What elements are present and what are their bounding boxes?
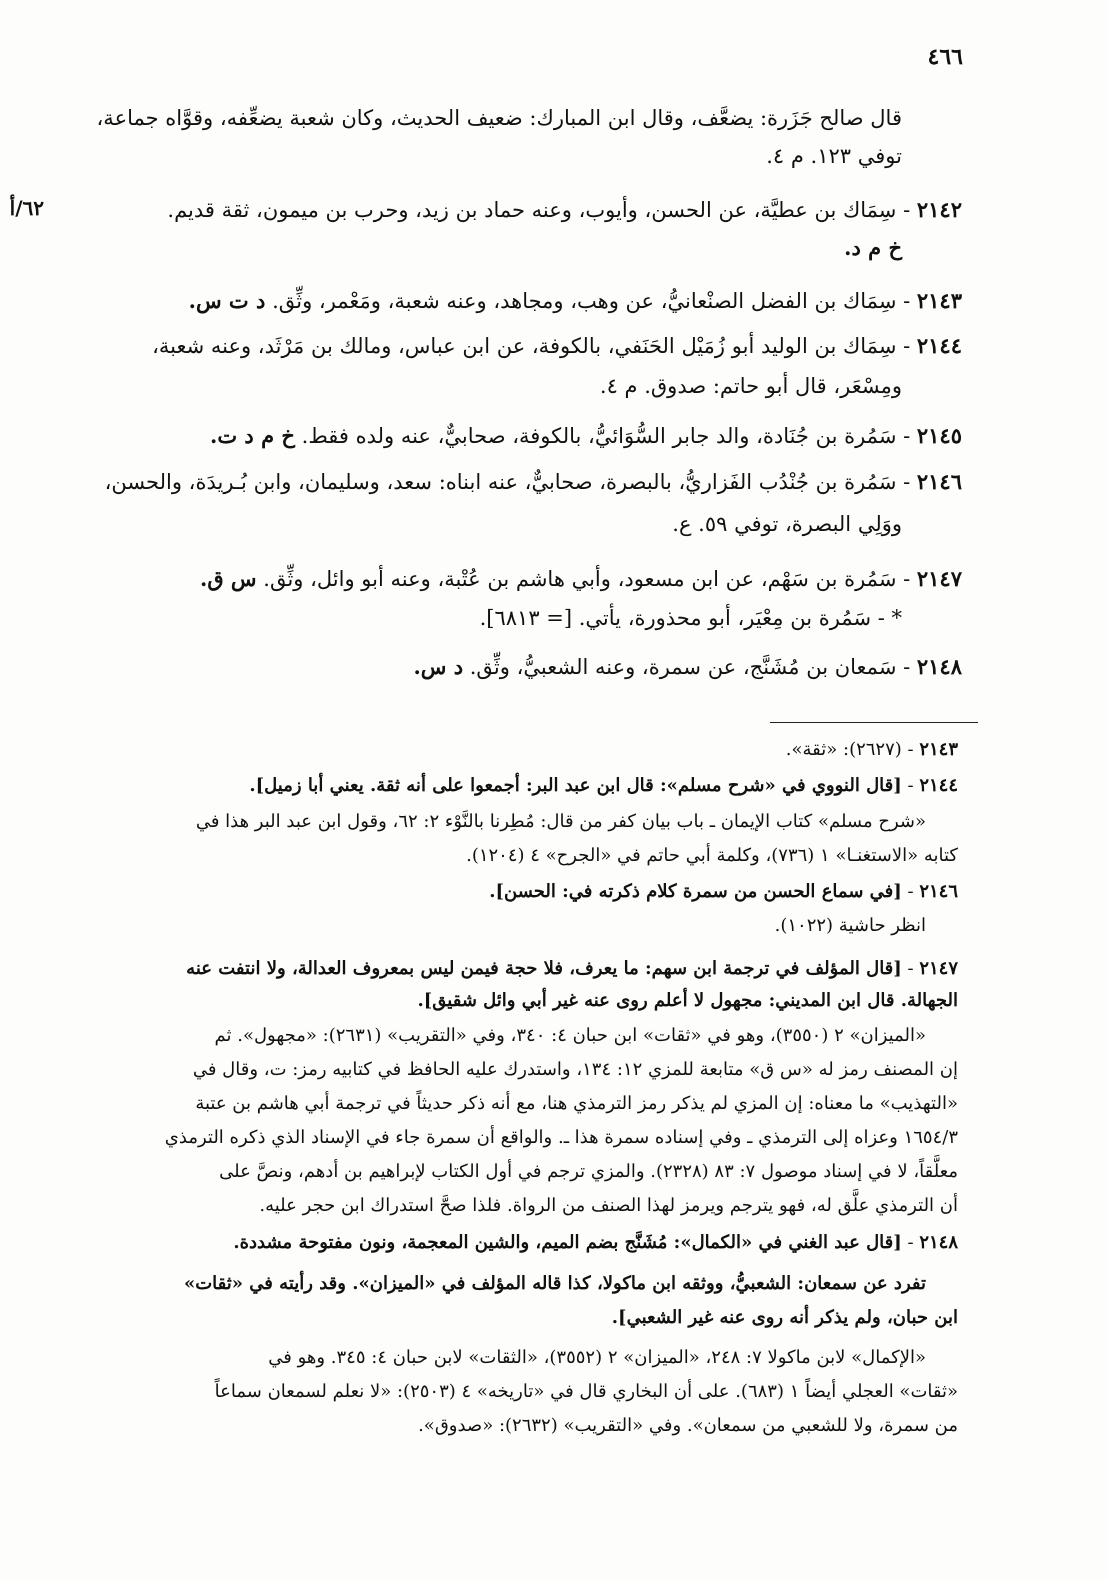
footnote-line: إن المصنف رمز له «س ق» متابعة للمزي ١٢: ١٣٤، واستدرك عليه الحافظ في كتابيه رمز: ت، وقال في [192, 1059, 958, 1080]
source-symbols: د ت س. [188, 288, 266, 313]
footnote-line: أن الترمذي علَّق له، فهو يترجم ويرمز لهذا الصنف من الرواة. فلذا صحَّ استدراك ابن حجر عليه. [259, 1195, 958, 1216]
source-symbols: خ م د ت. [210, 423, 295, 448]
footnote-line: ١٦٥٤/٣ وعزاه إلى الترمذي ـ وفي إسناده سمرة هذا ـ. والواقع أن سمرة جاء في الإسناد الذي ذكره الترمذي [164, 1127, 958, 1148]
footnote-line: كتابه «الاستغنـا» ١ (٧٣٦)، وكلمة أبي حاتم في «الجرح» ٤ (١٢٠٤). [466, 845, 958, 866]
entry-2148: ٢١٤٨ - سَمعان بن مُشَنَّج، عن سمرة، وعنه الشعبيُّ، وثِّق. د س. [413, 654, 962, 679]
footnote: ٢١٤٤ - [قال النووي في «شرح مسلم»: قال ابن عبد البر: أجمعوا على أنه ثقة. يعني أبا زميل]. [249, 775, 958, 796]
footnote-line: من سمرة، ولا للشعبي من سمعان». وفي «التقريب» (٢٦٣٢): «صدوق». [418, 1415, 958, 1436]
footnote-divider [770, 722, 978, 723]
footnote-line: ابن حبان، ولم يذكر أنه روى عنه غير الشعبي]. [611, 1307, 958, 1328]
entry-number: ٢١٤٦ [916, 469, 962, 494]
entry-2144: ٢١٤٤ - سِمَاك بن الوليد أبو زُمَيْل الحَنَفي، بالكوفة، عن ابن عباس، ومالك بن مَرْثَد، وعنه شعبة، [152, 333, 962, 358]
folio-marker: ٦٢/أ [9, 196, 44, 220]
entry-number: ٢١٤٣ [916, 288, 962, 313]
entry-2143: ٢١٤٣ - سِمَاك بن الفضل الصنْعانيُّ، عن وهب، ومجاهد، وعنه شعبة، ومَعْمر، وثِّق. د ت س. [188, 288, 962, 313]
entry-line: ومِسْعَر، قال أبو حاتم: صدوق. م ٤. [599, 374, 902, 398]
footnote-line: «الإكمال» لابن ماكولا ٧: ٢٤٨، «الميزان» ٢ (٣٥٥٢)، «الثقات» لابن حبان ٤: ٣٤٥. وهو في [268, 1347, 926, 1368]
entry-2142: ٢١٤٢ - سِمَاك بن عطيَّة، عن الحسن، وأيوب، وعنه حماد بن زيد، وحرب بن ميمون، ثقة قديم. [167, 197, 962, 222]
entry-number: ٢١٤٢ [916, 197, 962, 222]
footnote-line: «شرح مسلم» كتاب الإيمان ـ باب بيان كفر من قال: مُطِرنا بالنَّوْء ٢: ٦٢، وقول ابن عبد البر هذا في [195, 811, 926, 832]
footnote: ٢١٤٦ - [في سماع الحسن من سمرة كلام ذكرته في: الحسن]. [489, 881, 958, 902]
footnote: ٢١٤٧ - [قال المؤلف في ترجمة ابن سهم: ما يعرف، فلا حجة فيمن ليس بمعروف العدالة، ولا انتفت عنه [186, 958, 958, 979]
entry-line: قال صالح جَزَرة: يضعَّف، وقال ابن المبارك: ضعيف الحديث، وكان شعبة يضعِّفه، وقوَّاه جماعة، [96, 106, 902, 130]
entry-line: ووَلِي البصرة، توفي ٥٩. ع. [672, 512, 902, 536]
footnote-line: الجهالة. قال ابن المديني: مجهول لا أعلم روى عنه غير أبي وائل شقيق]. [417, 990, 958, 1011]
entry-number: ٢١٤٧ [916, 566, 962, 591]
entry-number: ٢١٤٤ [916, 333, 962, 358]
footnote-line: «التهذيب» ما معناه: إن المزي لم يذكر رمز الترمذي هنا، مع أنه ذكر حديثاً في ترجمة أبي هاشم بن عتبة [195, 1093, 958, 1114]
page-number: ٤٦٦ [927, 44, 963, 70]
footnote-line: «الميزان» ٢ (٣٥٥٠)، وهو في «ثقات» ابن حبان ٤: ٣٤٠، وفي «التقريب» (٢٦٣١): «مجهول». ثم [214, 1025, 926, 1046]
footnote-line: معلَّقاً، لا في إسناد موصول ٧: ٨٣ (٢٣٢٨). والمزي ترجم في أول الكتاب لإبراهيم بن أدهم، ونصَّ على [219, 1161, 958, 1182]
source-symbols: د س. [413, 654, 464, 679]
footnote: ٢١٤٣ - (٢٦٢٧): «ثقة». [785, 739, 958, 760]
footnote-line: انظر حاشية (١٠٢٢). [774, 915, 926, 936]
entry-line: * - سَمُرة بن مِعْيَر، أبو محذورة، يأتي. [= ٦٨١٣]. [479, 606, 902, 630]
entry-line: توفي ١٢٣. م ٤. [766, 144, 902, 168]
footnote-line: تفرد عن سمعان: الشعبيُّ، ووثقه ابن ماكولا، كذا قاله المؤلف في «الميزان». وقد رأيته في «ثقات» [183, 1273, 926, 1294]
entry-2145: ٢١٤٥ - سَمُرة بن جُنَادة، والد جابر السُّوَائيُّ، بالكوفة، صحابيٌّ، عنه ولده فقط. خ م د ت. [210, 423, 962, 448]
footnote: ٢١٤٨ - [قال عبد الغني في «الكمال»: مُشَنَّج بضم الميم، والشين المعجمة، ونون مفتوحة مشددة. [233, 1232, 958, 1253]
footnote-line: «ثقات» العجلي أيضاً ١ (٦٨٣). على أن البخاري قال في «تاريخه» ٤ (٢٥٠٣): «لا نعلم لسمعان سماعاً [214, 1381, 958, 1402]
entry-2146: ٢١٤٦ - سَمُرة بن جُنْدُب الفَزاريُّ، بالبصرة، صحابيٌّ، عنه ابناه: سعد، وسليمان، وابن بُـريدَة، والحسن، [104, 469, 962, 494]
source-symbols: س ق. [200, 566, 257, 591]
entry-line: خ م د. [844, 235, 902, 260]
entry-number: ٢١٤٥ [916, 423, 962, 448]
entry-number: ٢١٤٨ [916, 654, 962, 679]
entry-2147: ٢١٤٧ - سَمُرة بن سَهْم، عن ابن مسعود، وأبي هاشم بن عُتْبة، وعنه أبو وائل، وثِّق. س ق. [200, 566, 962, 591]
